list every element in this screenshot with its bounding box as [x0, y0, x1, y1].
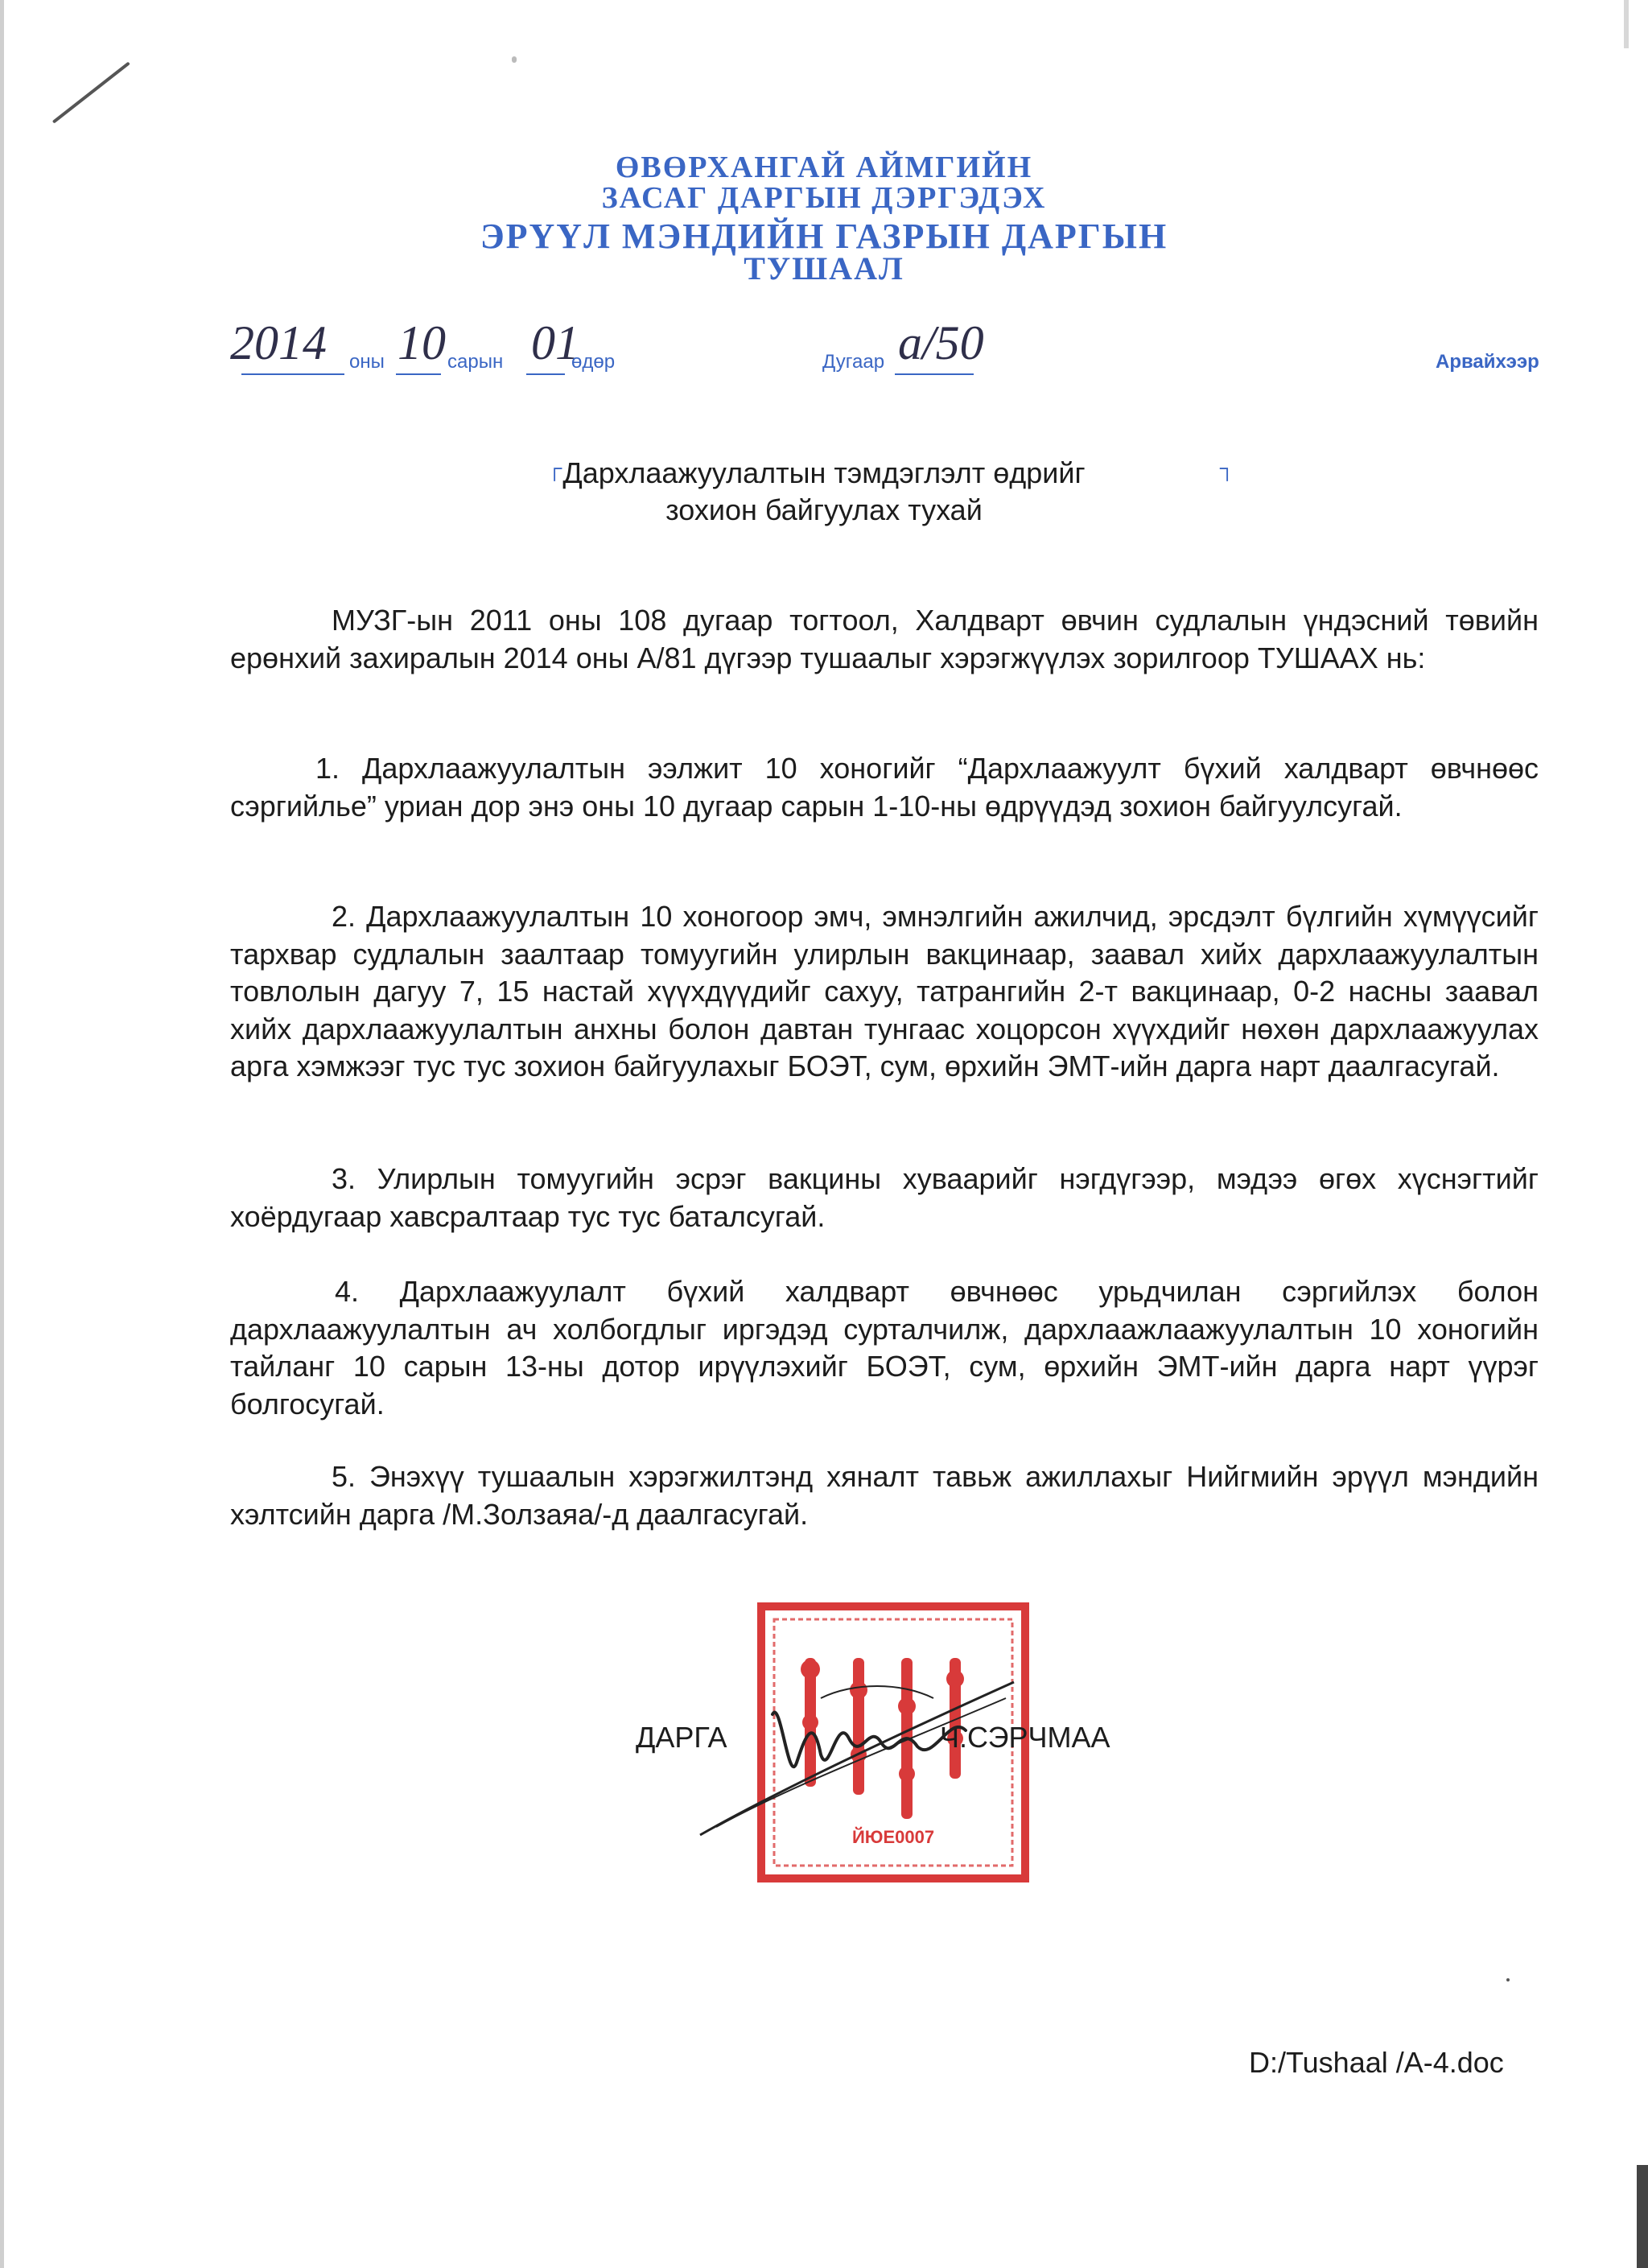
paragraph: 5. Энэхүү тушаалын хэрэгжилтэнд хяналт тавьж ажиллахыг Нийгмийн эрүүл мэндийн хэлтсийн дарга /М.Золзаяа/-д даалгасугай.	[230, 1460, 1539, 1531]
subject-bracket-right: ┐	[1220, 456, 1235, 480]
handwritten-signature	[692, 1666, 1030, 1843]
header-line-2: ЗАСАГ ДАРГЫН ДЭРГЭДЭХ	[601, 181, 1047, 215]
month-label: сарын	[447, 351, 504, 373]
body-item-3	[230, 1161, 1539, 1235]
handwritten-month: 10	[398, 316, 446, 369]
paragraph: 4. Дархлаажуулалт бүхий халдварт өвчнөөс урьдчилан сэргийлэх болон дархлаажуулалтын ач холбогдлыг иргэдэд сурталчилж, дархлаажлаажуулалтын 10 хоногийн тайланг 10 сарын 13-ны дотор ирүүлэхийг БОЭТ, сум, өрхийн ЭМТ-ийн дарга нарт үүрэг болгосугай.	[230, 1275, 1539, 1421]
body-item-2	[230, 898, 1539, 1086]
handwritten-year: 2014	[230, 316, 327, 369]
pen-mark	[52, 62, 130, 124]
paragraph: 1. Дархлаажуулалтын ээлжит 10 хоногийг “Дархлаажуулт бүхий халдварт өвчнөөс сэргийлье” уриан дор энэ оны 10 дугаар сарын 1-10-ны өдрүүдэд зохион байгуулсугай.	[230, 752, 1539, 823]
scan-edge	[1624, 0, 1629, 48]
body-item-4	[230, 1273, 1539, 1423]
signatory-title: ДАРГА	[636, 1721, 727, 1754]
month-underline	[396, 373, 441, 375]
day-label: өдөр	[571, 351, 616, 373]
body-intro	[230, 602, 1539, 677]
dateline	[0, 316, 1648, 377]
scan-edge	[1637, 2165, 1648, 2268]
year-underline	[241, 373, 344, 375]
subject-line-1: Дархлаажуулалтын тэмдэглэлт өдрийг	[562, 456, 1086, 489]
paragraph: 3. Улирлын томуугийн эсрэг вакцины хуваарийг нэгдүгээр, мэдээ өгөх хүснэгтийг хоёрдугаар хавсралтаар тус тус баталсугай.	[230, 1162, 1539, 1233]
scan-speck	[1506, 1978, 1510, 1981]
day-underline	[526, 373, 565, 375]
paragraph: 2. Дархлаажуулалтын 10 хоногоор эмч, эмнэлгийн ажилчид, эрсдэлт бүлгийн хүмүүсийг тархвар судлалын заалтаар томуугийн улирлын вакцинаар, заавал хийх дархлаажуулалтын товлолын дагуу 7, 15 настай хүүхдүүдийг сахуу, татрангийн 2-т вакцинаар, 0-2 насны заавал хийх дархлаажуулалтын анхны болон давтан тунгаас хоцорсон хүүхдийг нөхөн дархлаажуулах арга хэмжээг тус тус зохион байгуулахыг БОЭТ, сум, өрхийн ЭМТ-ийн дарга нарт даалгасугай.	[230, 900, 1539, 1082]
header-line-4: ТУШААЛ	[744, 250, 904, 287]
handwritten-day: 01	[531, 316, 579, 369]
year-label: оны	[349, 351, 385, 373]
place-label: Арвайхээр	[1436, 351, 1539, 373]
signatory-name: Ч.СЭРЧМАА	[940, 1721, 1110, 1754]
file-path: D:/Tushaal /A-4.doc	[1249, 2046, 1504, 2079]
paragraph: МУЗГ-ын 2011 оны 108 дугаар тогтоол, Халдварт өвчин судлалын үндэсний төвийн ерөнхий захиралын 2014 оны А/81 дүгээр тушаалыг хэрэгжүүлэх зорилгоор ТУШААХ нь:	[230, 604, 1539, 674]
header-line-3: ЭРҮҮЛ МЭНДИЙН ГАЗРЫН ДАРГЫН	[480, 216, 1168, 256]
subject-bracket-left: ┌	[547, 456, 562, 480]
scan-speck	[512, 56, 517, 63]
subject-line-2: зохион байгуулах тухай	[665, 493, 983, 526]
number-underline	[895, 373, 974, 375]
number-label: Дугаар	[822, 351, 885, 373]
body-item-5	[230, 1458, 1539, 1533]
body-item-1	[230, 750, 1539, 825]
handwritten-number: а/50	[898, 316, 984, 369]
stamp-text: ЙЮЕ0007	[851, 1827, 935, 1847]
header-line-1: ӨВӨРХАНГАЙ АЙМГИЙН	[615, 151, 1033, 184]
